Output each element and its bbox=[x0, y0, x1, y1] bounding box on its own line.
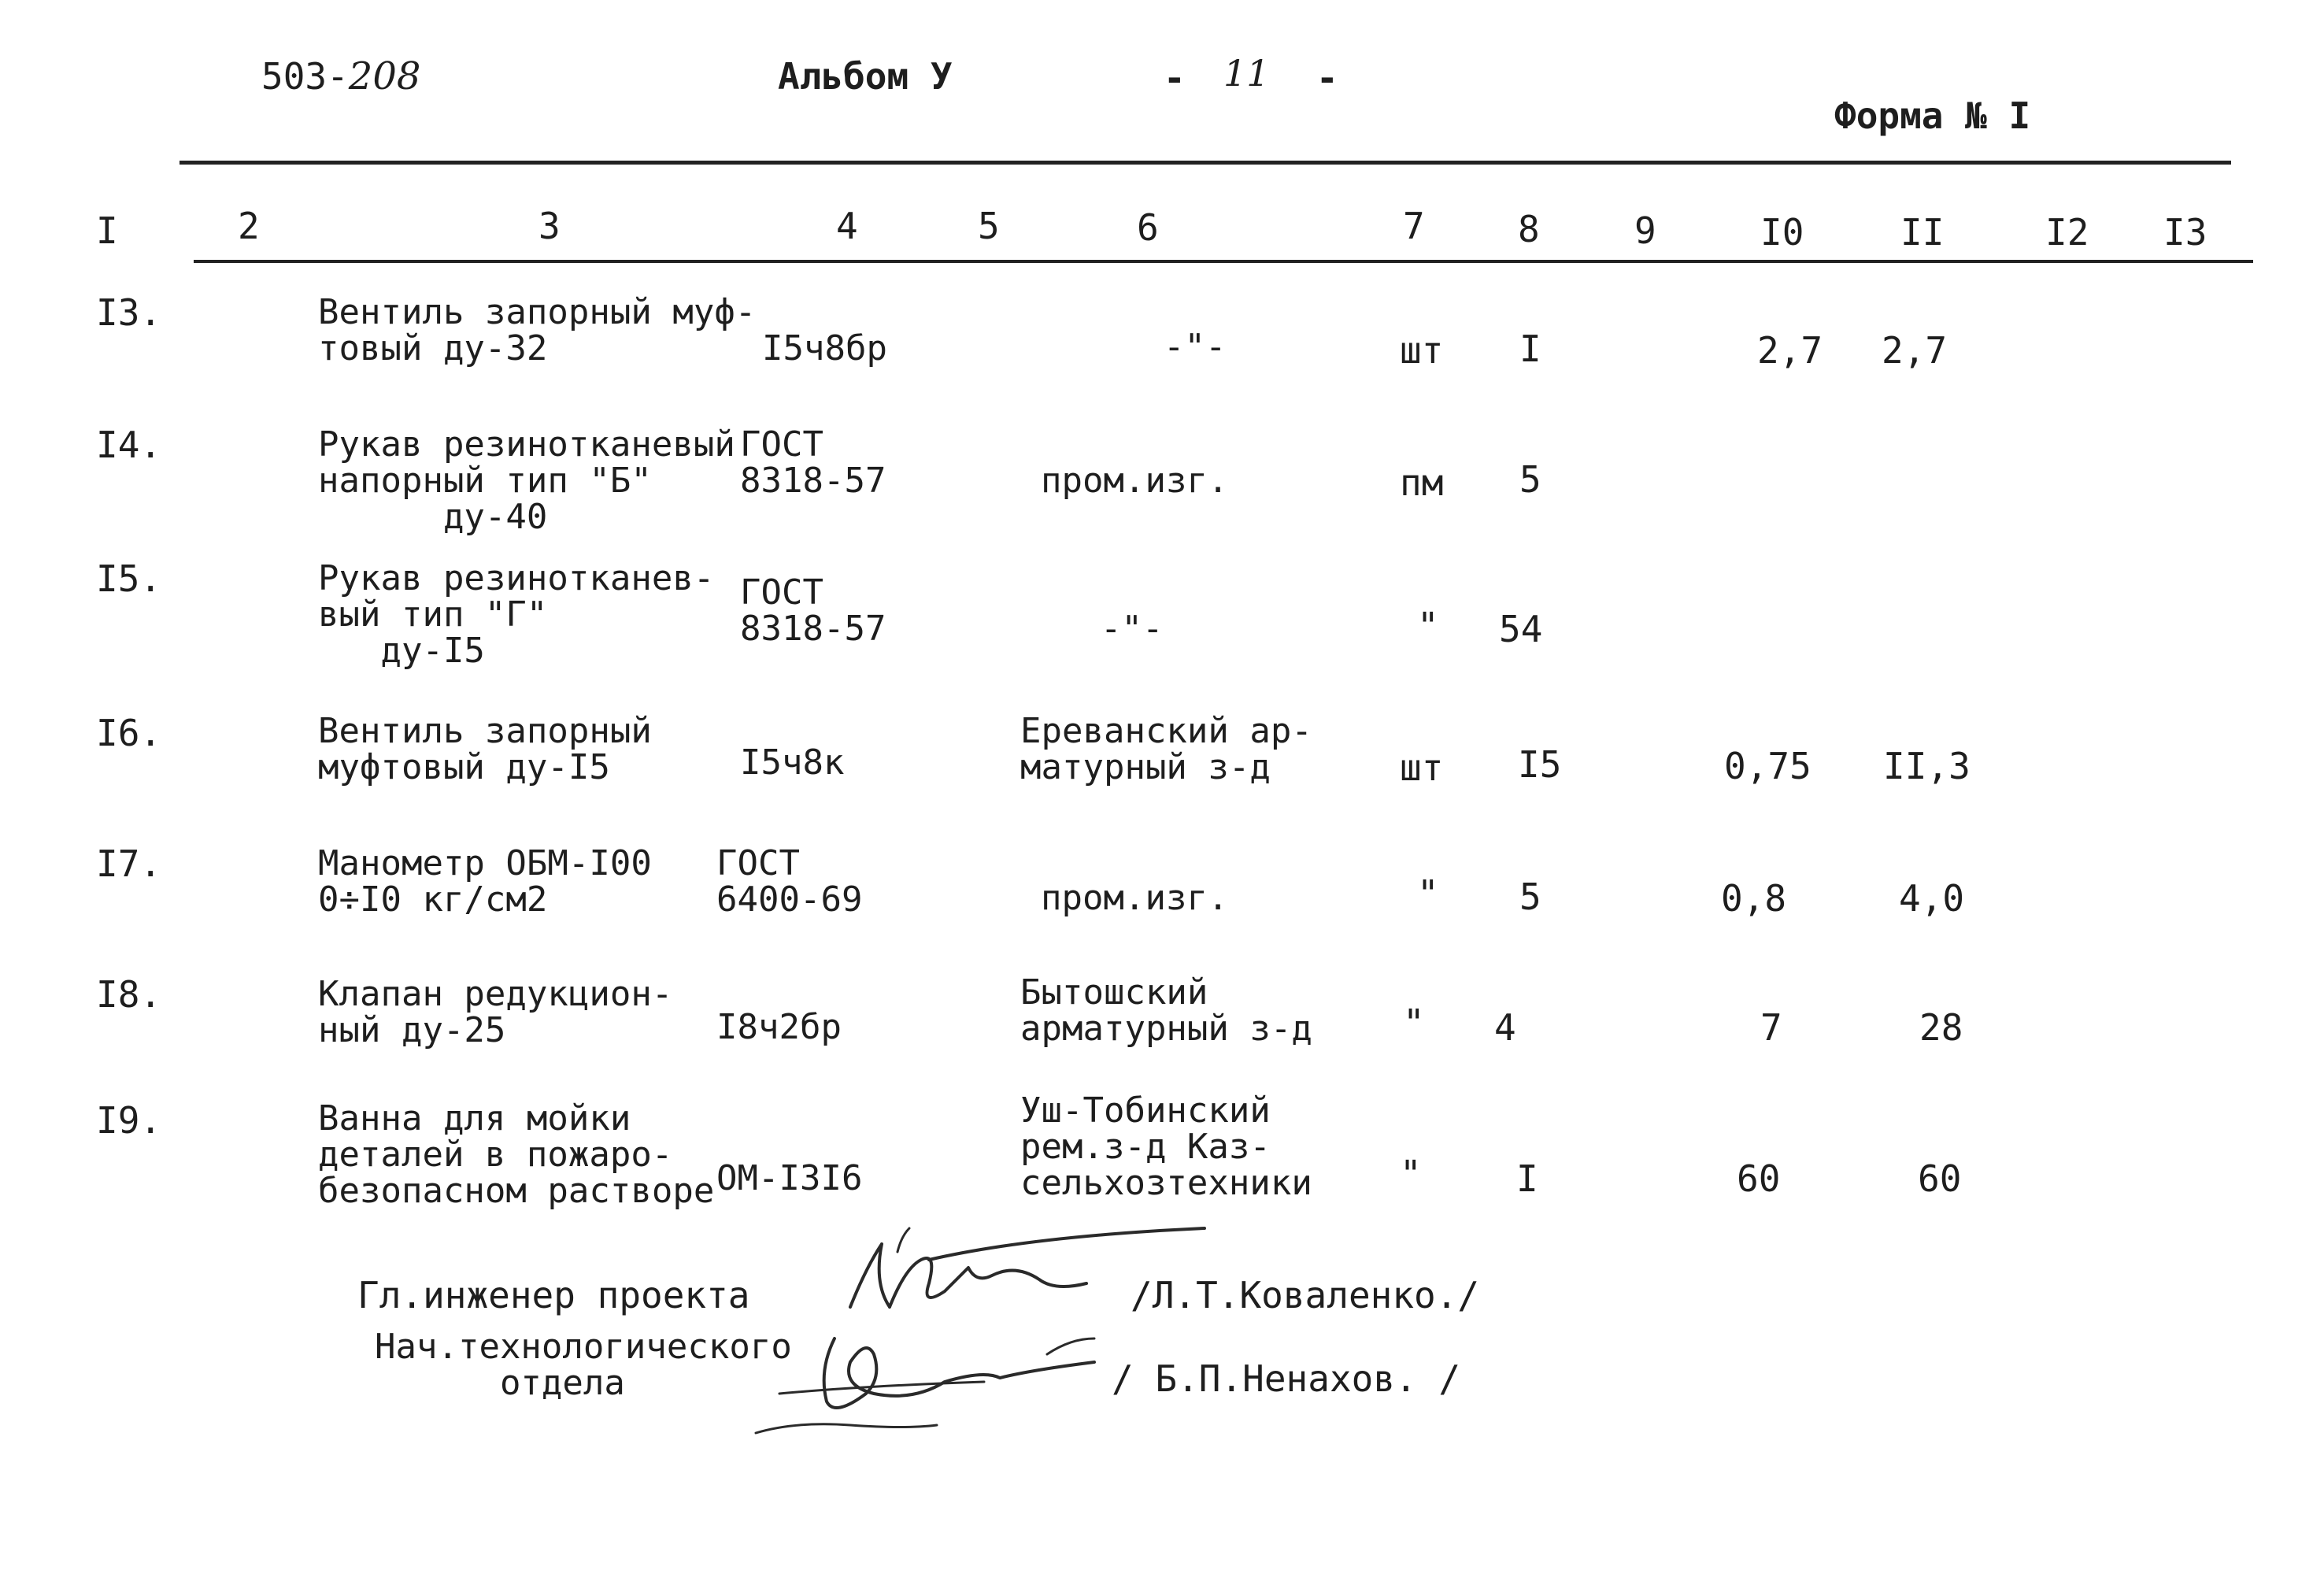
row-number: I6. bbox=[96, 712, 162, 754]
item-quantity: 5 bbox=[1519, 458, 1541, 501]
row-number: I3. bbox=[96, 291, 162, 334]
dept-head-name: / Б.П.Ненахов. / bbox=[1112, 1357, 1461, 1400]
col-header-12: I2 bbox=[2045, 211, 2089, 254]
item-designation: ГОСТ 6400-69 bbox=[716, 843, 863, 920]
form-label: Форма № I bbox=[1834, 94, 2031, 137]
item-unit: " bbox=[1400, 1153, 1422, 1195]
row-number: I4. bbox=[96, 424, 162, 466]
item-name: Вентиль запорный муф- товый ду-32 bbox=[318, 292, 757, 368]
chief-engineer-title: Гл.инженер проекта bbox=[357, 1274, 750, 1316]
item-quantity: I bbox=[1519, 328, 1541, 370]
dept-head-signature bbox=[748, 1307, 1126, 1441]
col-header-2: 2 bbox=[238, 205, 260, 247]
item-name: Манометр ОБМ-I00 0÷I0 кг/см2 bbox=[318, 843, 652, 920]
item-name: Рукав резинотканевый напорный тип "Б" ду-40 bbox=[318, 424, 735, 537]
col-header-10: I0 bbox=[1760, 211, 1804, 254]
item-manufacturer: пром.изг. bbox=[1041, 878, 1229, 918]
item-designation: ОМ-I3I6 bbox=[716, 1158, 863, 1198]
item-unit: " bbox=[1417, 605, 1439, 647]
item-col10: 0,75 bbox=[1724, 745, 1811, 787]
col-header-13: I3 bbox=[2163, 211, 2207, 254]
item-unit: шт bbox=[1400, 329, 1444, 372]
item-designation: ГОСТ 8318-57 bbox=[740, 572, 886, 649]
item-unit: " bbox=[1403, 1002, 1425, 1044]
document-code-prefix: 503- bbox=[261, 55, 349, 98]
document-code bbox=[261, 54, 421, 98]
page-dash-right: - bbox=[1316, 57, 1338, 99]
item-unit: пм bbox=[1400, 461, 1444, 504]
item-quantity: 5 bbox=[1519, 876, 1541, 918]
item-name: Рукав резинотканев- вый тип "Г" ду-I5 bbox=[318, 558, 715, 671]
col-header-9: 9 bbox=[1634, 209, 1656, 252]
item-manufacturer: пром.изг. bbox=[1041, 461, 1229, 501]
column-header-rule bbox=[194, 260, 2253, 263]
item-quantity: 4 bbox=[1494, 1006, 1516, 1049]
row-number: I5. bbox=[96, 557, 162, 600]
item-col11: 2,7 bbox=[1882, 329, 1948, 372]
item-quantity: 54 bbox=[1499, 608, 1543, 650]
item-col11: II,3 bbox=[1883, 745, 1971, 787]
item-designation: ГОСТ 8318-57 bbox=[740, 424, 886, 501]
item-col10: 0,8 bbox=[1721, 877, 1787, 920]
item-unit: " bbox=[1417, 872, 1439, 915]
item-col10: 2,7 bbox=[1757, 329, 1823, 372]
item-name: Клапан редукцион- ный ду-25 bbox=[318, 974, 673, 1050]
col-header-1: I bbox=[96, 209, 118, 252]
item-designation: I5ч8бр bbox=[762, 328, 887, 368]
item-col11: 4,0 bbox=[1899, 877, 1965, 920]
chief-engineer-name: /Л.Т.Коваленко./ bbox=[1131, 1274, 1480, 1316]
item-manufacturer: Ереванский ар- матурный з-д bbox=[1020, 711, 1312, 787]
item-quantity: I5 bbox=[1518, 743, 1562, 786]
item-name: Ванна для мойки деталей в пожаро- безопасном растворе bbox=[318, 1098, 715, 1211]
col-header-6: 6 bbox=[1137, 206, 1159, 249]
item-designation: I8ч2бр bbox=[716, 1007, 842, 1047]
item-col11: 60 bbox=[1918, 1157, 1962, 1200]
item-manufacturer: Бытошский арматурный з-д bbox=[1020, 972, 1312, 1049]
item-name: Вентиль запорный муфтовый ду-I5 bbox=[318, 711, 652, 787]
top-rule bbox=[179, 161, 2231, 165]
item-quantity: I bbox=[1516, 1157, 1538, 1200]
item-col10: 7 bbox=[1760, 1006, 1782, 1049]
col-header-3: 3 bbox=[538, 205, 561, 247]
item-col11: 28 bbox=[1919, 1006, 1963, 1049]
album-label: Альбом У bbox=[778, 55, 953, 98]
item-manufacturer: Уш-Тобинский рем.з-д Каз- сельхозтехники bbox=[1020, 1090, 1312, 1203]
item-col10: 60 bbox=[1737, 1157, 1781, 1200]
row-number: I7. bbox=[96, 842, 162, 885]
document-code-handwritten: 208 bbox=[348, 54, 421, 98]
row-number: I9. bbox=[96, 1099, 162, 1142]
item-unit: шт bbox=[1400, 746, 1444, 789]
col-header-8: 8 bbox=[1518, 208, 1540, 250]
item-designation: I5ч8к bbox=[740, 742, 845, 783]
item-manufacturer: -"- bbox=[1164, 327, 1227, 367]
col-header-7: 7 bbox=[1403, 205, 1425, 247]
col-header-11: II bbox=[1900, 211, 1945, 254]
item-manufacturer: -"- bbox=[1101, 609, 1164, 649]
page-dash-left: - bbox=[1164, 57, 1186, 99]
col-header-5: 5 bbox=[978, 205, 1000, 247]
page-number: 11 bbox=[1223, 52, 1270, 94]
dept-head-title: Нач.технологического отдела bbox=[375, 1327, 792, 1403]
row-number: I8. bbox=[96, 973, 162, 1016]
col-header-4: 4 bbox=[836, 205, 858, 247]
